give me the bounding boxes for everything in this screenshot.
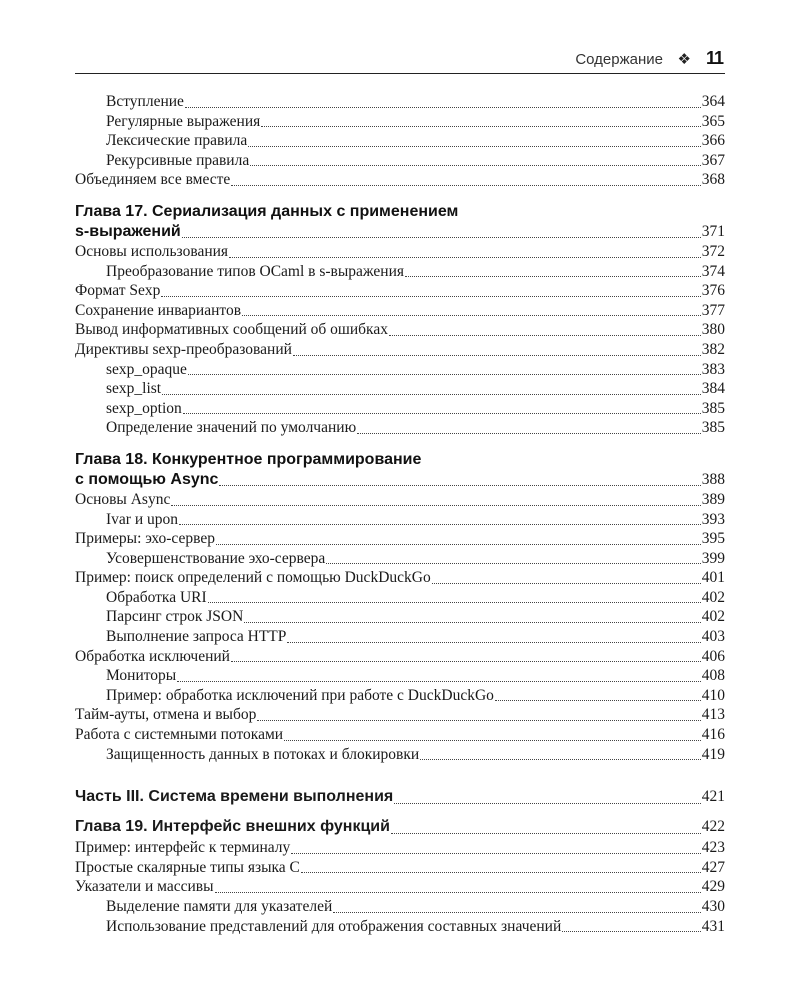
diamond-ornament-icon: ❖ xyxy=(677,50,691,68)
toc-entry-title: Защищенность данных в потоках и блокировки xyxy=(106,745,420,763)
toc-entry-page: 372 xyxy=(701,242,725,260)
toc-entry-title: Выделение памяти для указателей xyxy=(106,898,333,915)
toc-entry-page: 380 xyxy=(701,321,725,339)
dot-leader xyxy=(229,257,701,258)
toc-entry-page: 385 xyxy=(701,399,725,417)
toc-entry[interactable] xyxy=(75,131,725,151)
toc-entry-page: 430 xyxy=(701,898,725,915)
toc-entry-page: 368 xyxy=(701,171,725,189)
toc-entry[interactable] xyxy=(75,568,725,588)
toc-entry[interactable] xyxy=(75,151,725,171)
toc-entry-title: Основы использования xyxy=(75,242,229,260)
toc-entry[interactable] xyxy=(75,529,725,549)
dot-leader xyxy=(171,505,700,506)
dot-leader xyxy=(183,413,701,414)
toc-entry-title: Сохранение инвариантов xyxy=(75,301,242,319)
chapter-18-entries xyxy=(75,490,725,764)
chapter-title: Глава 19. Интерфейс внешних функций xyxy=(75,818,390,836)
toc-entry-page: 402 xyxy=(701,588,725,606)
toc-entry-title: Ivar и upon xyxy=(106,510,178,528)
dot-leader xyxy=(231,185,700,186)
toc-entry[interactable] xyxy=(75,725,725,745)
toc-entry[interactable] xyxy=(75,588,725,608)
dot-leader xyxy=(284,740,701,741)
toc-entry-title: Пример: поиск определений с помощью DuckDuckGo xyxy=(75,569,431,587)
page-number: 11 xyxy=(705,48,723,68)
toc-entry[interactable] xyxy=(75,705,725,725)
chapter-title-line2: с помощью Async 388 xyxy=(75,470,725,488)
chapter-page: 388 xyxy=(701,470,725,488)
dot-leader xyxy=(250,165,701,166)
toc-entry[interactable] xyxy=(75,917,725,937)
dot-leader xyxy=(185,107,701,108)
toc-entry[interactable] xyxy=(75,607,725,627)
toc-entry-title: Рекурсивные правила xyxy=(106,151,250,169)
toc-entry-title: Объединяем все вместе xyxy=(75,171,231,189)
dot-leader xyxy=(242,315,701,316)
dot-leader xyxy=(291,853,700,854)
toc-entry-page: 374 xyxy=(701,262,725,280)
toc-entry-title: Простые скалярные типы языка C xyxy=(75,858,300,876)
dot-leader xyxy=(495,700,701,701)
dot-leader xyxy=(394,803,701,804)
dot-leader xyxy=(293,355,701,356)
toc-entry[interactable] xyxy=(75,490,725,510)
table-of-contents xyxy=(75,92,725,936)
toc-entry[interactable] xyxy=(75,320,725,340)
toc-entry-page: 383 xyxy=(701,360,725,378)
toc-entry-page: 366 xyxy=(701,132,725,150)
dot-leader xyxy=(261,126,700,127)
running-header xyxy=(75,47,725,74)
chapter-page: 422 xyxy=(701,818,725,836)
chapter-title-line1: Глава 18. Конкурентное программирование xyxy=(75,450,422,468)
toc-entry-title: Регулярные выражения xyxy=(106,112,261,130)
toc-entry[interactable] xyxy=(75,399,725,419)
toc-entry-title: Пример: интерфейс к терминалу xyxy=(75,839,291,857)
toc-entry-page: 389 xyxy=(701,490,725,508)
dot-leader xyxy=(357,433,701,434)
chapter-title-line2: s-выражений 371 xyxy=(75,222,725,240)
dot-leader xyxy=(177,681,701,682)
toc-entry-page: 419 xyxy=(701,745,725,763)
toc-entry[interactable] xyxy=(75,627,725,647)
dot-leader xyxy=(432,583,701,584)
toc-entry-page: 399 xyxy=(701,549,725,567)
toc-entry-title: Основы Async xyxy=(75,490,171,508)
dot-leader xyxy=(420,759,701,760)
toc-entry-title: Выполнение запроса HTTP xyxy=(106,628,287,646)
chapter-19-entries xyxy=(75,838,725,936)
dot-leader xyxy=(287,642,700,643)
dot-leader xyxy=(219,485,700,486)
toc-entry-page: 403 xyxy=(701,628,725,646)
toc-entry-page: 427 xyxy=(701,858,725,876)
toc-entry[interactable] xyxy=(75,340,725,360)
toc-entry[interactable] xyxy=(75,418,725,438)
chapter-19-heading[interactable] xyxy=(75,816,725,838)
toc-entry-title: Вывод информативных сообщений об ошибках xyxy=(75,321,388,339)
toc-entry[interactable] xyxy=(75,92,725,112)
chapter-18-heading[interactable] xyxy=(75,450,725,490)
toc-entry-title: Тайм-ауты, отмена и выбор xyxy=(75,706,257,724)
toc-entry-title: Работа с системными потоками xyxy=(75,726,284,744)
toc-entry-title: Преобразование типов OCaml в s-выражения xyxy=(106,262,405,280)
toc-entry-title: Указатели и массивы xyxy=(75,878,214,896)
toc-entry-page: 384 xyxy=(701,380,725,398)
toc-entry[interactable] xyxy=(75,549,725,569)
toc-entry-title: Вступление xyxy=(106,93,184,110)
dot-leader xyxy=(257,720,700,721)
toc-entry-title: Мониторы xyxy=(106,667,177,685)
toc-entry-title: Определение значений по умолчанию xyxy=(106,419,357,437)
toc-entry[interactable] xyxy=(75,379,725,399)
chapter-17-heading[interactable] xyxy=(75,202,725,242)
toc-entry[interactable] xyxy=(75,838,725,858)
toc-entry-page: 423 xyxy=(701,839,725,857)
part-page: 421 xyxy=(701,788,725,806)
dot-leader xyxy=(188,374,701,375)
toc-entry[interactable] xyxy=(75,897,725,917)
dot-leader xyxy=(208,602,701,603)
toc-entry[interactable] xyxy=(75,112,725,132)
toc-entry-page: 382 xyxy=(701,340,725,358)
toc-entry-title: Примеры: эхо-сервер xyxy=(75,530,215,548)
toc-entry-title: Усовершенствование эхо-сервера xyxy=(106,549,326,567)
toc-entry-page: 376 xyxy=(701,282,725,300)
dot-leader xyxy=(179,524,701,525)
dot-leader xyxy=(333,912,701,913)
toc-section-continued xyxy=(75,92,725,190)
toc-entry-title: Использование представлений для отображения составных значений xyxy=(106,917,562,935)
toc-entry-page: 395 xyxy=(701,530,725,548)
toc-entry[interactable] xyxy=(75,281,725,301)
toc-entry[interactable] xyxy=(75,745,725,765)
toc-entry[interactable] xyxy=(75,360,725,380)
dot-leader xyxy=(301,872,701,873)
toc-entry-title: Парсинг строк JSON xyxy=(106,608,244,626)
toc-entry[interactable] xyxy=(75,262,725,282)
toc-entry-title: sexp_option xyxy=(106,399,182,417)
chapter-title-line1: Глава 17. Сериализация данных с применением xyxy=(75,202,459,220)
dot-leader xyxy=(161,296,700,297)
chapter-page: 371 xyxy=(701,222,725,240)
toc-entry-page: 429 xyxy=(701,878,725,896)
dot-leader xyxy=(326,563,701,564)
part-title: Часть III. Система времени выполнения xyxy=(75,788,394,806)
toc-entry-page: 401 xyxy=(701,569,725,587)
toc-entry-page: 406 xyxy=(701,647,725,665)
toc-entry-title: sexp_list xyxy=(106,380,162,398)
toc-entry-page: 402 xyxy=(701,608,725,626)
toc-entry-title: Директивы sexp-преобразований xyxy=(75,340,292,358)
toc-entry[interactable] xyxy=(75,666,725,686)
dot-leader xyxy=(389,335,701,336)
toc-entry-page: 431 xyxy=(701,917,725,935)
toc-entry[interactable] xyxy=(75,242,725,262)
dot-leader xyxy=(162,394,701,395)
toc-entry-page: 416 xyxy=(701,726,725,744)
toc-entry-page: 364 xyxy=(701,93,725,110)
toc-entry[interactable] xyxy=(75,170,725,190)
toc-entry-page: 408 xyxy=(701,667,725,685)
toc-entry[interactable] xyxy=(75,510,725,530)
part-3-heading[interactable] xyxy=(75,786,725,808)
toc-entry-page: 393 xyxy=(701,510,725,528)
toc-entry-page: 367 xyxy=(701,151,725,169)
toc-entry[interactable] xyxy=(75,647,725,667)
dot-leader xyxy=(244,622,700,623)
dot-leader xyxy=(215,892,701,893)
dot-leader xyxy=(231,661,701,662)
toc-entry[interactable] xyxy=(75,301,725,321)
toc-entry[interactable] xyxy=(75,686,725,706)
dot-leader xyxy=(391,833,701,834)
header-title: Содержание xyxy=(575,51,663,68)
dot-leader xyxy=(248,146,700,147)
toc-entry[interactable] xyxy=(75,858,725,878)
dot-leader xyxy=(182,237,701,238)
toc-entry-title: Лексические правила xyxy=(106,132,248,150)
toc-entry-page: 385 xyxy=(701,419,725,437)
toc-entry-title: sexp_opaque xyxy=(106,360,187,378)
toc-entry-page: 365 xyxy=(701,112,725,130)
toc-entry[interactable] xyxy=(75,877,725,897)
toc-entry-title: Пример: обработка исключений при работе с DuckDuckGo xyxy=(106,686,494,704)
toc-entry-page: 410 xyxy=(701,686,725,704)
toc-entry-title: Обработка URI xyxy=(106,588,207,606)
dot-leader xyxy=(562,931,700,932)
toc-entry-title: Формат Sexp xyxy=(75,282,161,300)
chapter-17-entries xyxy=(75,242,725,438)
dot-leader xyxy=(216,544,701,545)
toc-entry-page: 377 xyxy=(701,301,725,319)
dot-leader xyxy=(405,276,701,277)
toc-entry-page: 413 xyxy=(701,706,725,724)
toc-entry-title: Обработка исключений xyxy=(75,647,230,665)
